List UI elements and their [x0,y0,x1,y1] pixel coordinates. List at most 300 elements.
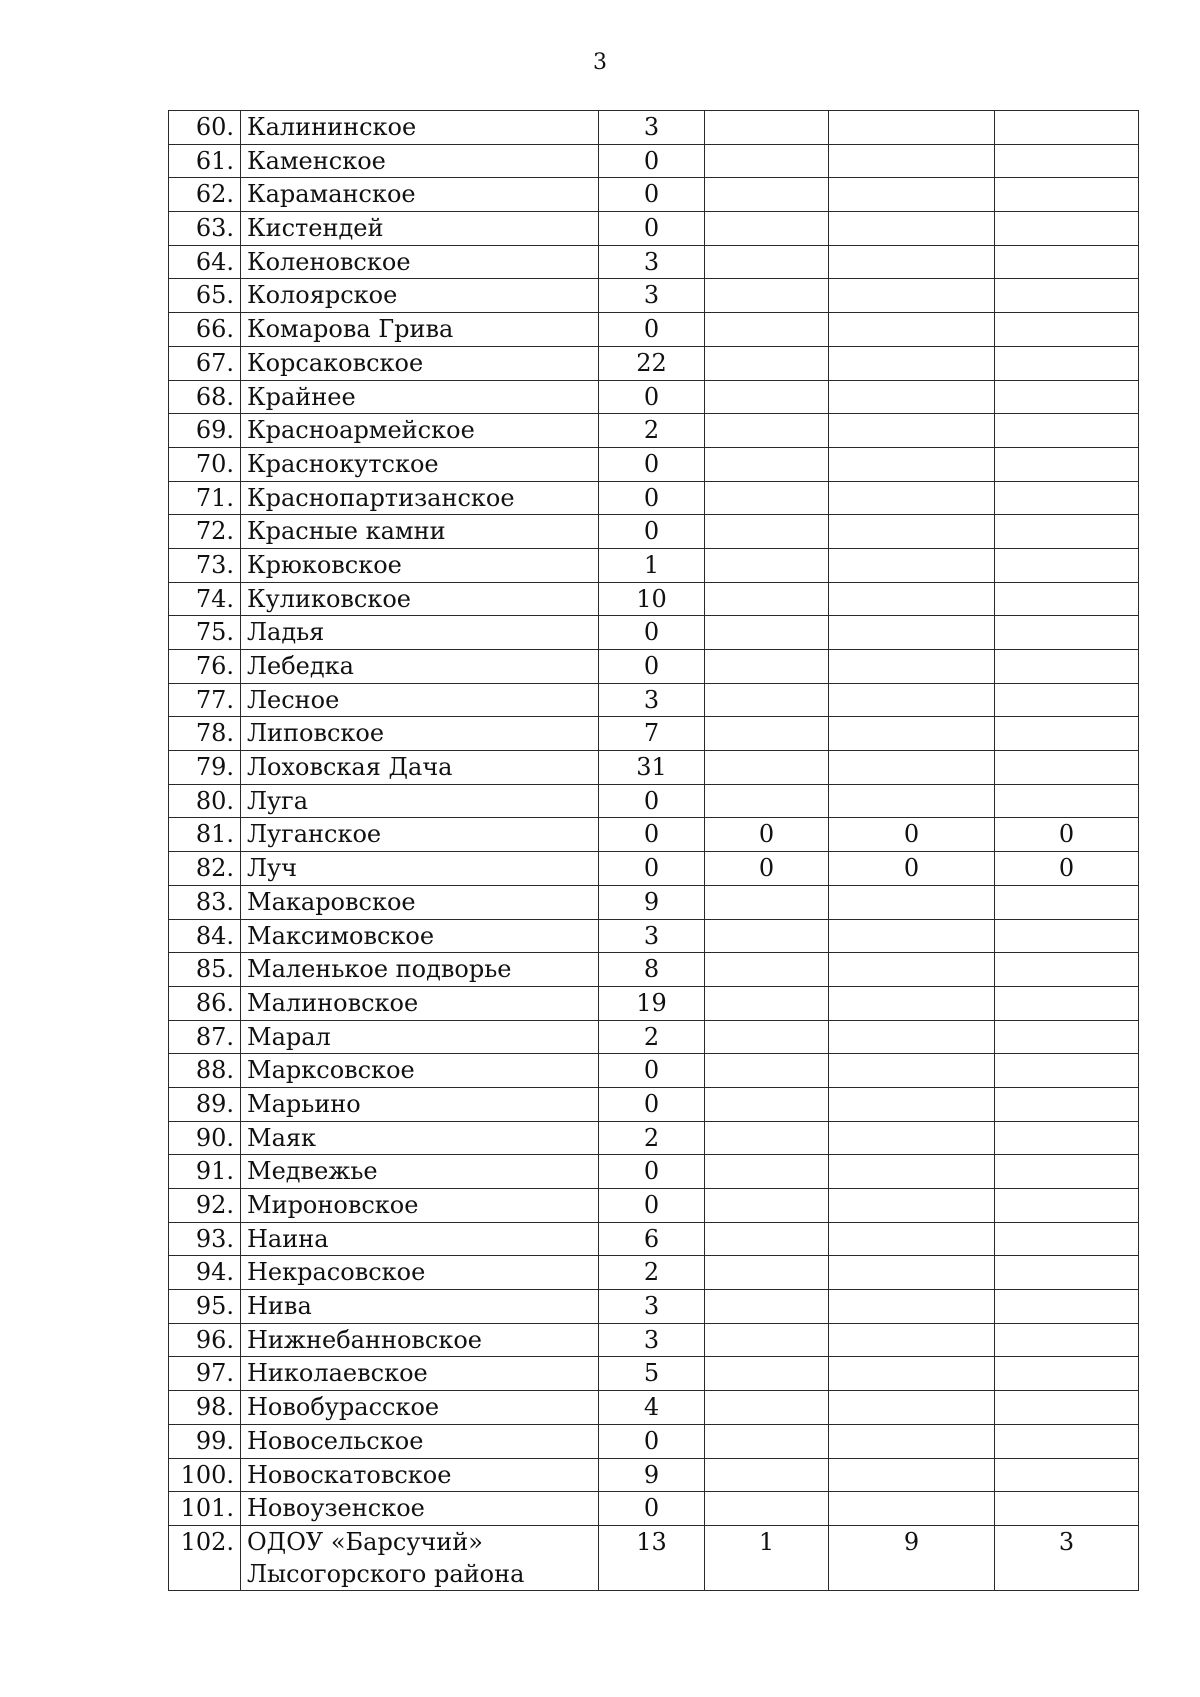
row-value-1: 10 [599,582,705,616]
table-row [169,784,1139,818]
table-row [169,885,1139,919]
row-value-4 [995,548,1139,582]
row-name: Новоузенское [241,1492,599,1526]
row-value-1: 0 [599,784,705,818]
row-value-4 [995,481,1139,515]
row-value-2 [705,1323,829,1357]
row-value-2 [705,380,829,414]
row-number: 87. [169,1020,241,1054]
row-number: 81. [169,818,241,852]
row-name: Марьино [241,1087,599,1121]
table-row [169,178,1139,212]
table-row [169,279,1139,313]
table-row [169,212,1139,246]
row-number: 74. [169,582,241,616]
row-value-3 [829,1020,995,1054]
row-name: Марксовское [241,1054,599,1088]
row-value-3 [829,1458,995,1492]
row-value-2 [705,919,829,953]
table-row [169,1256,1139,1290]
row-value-3 [829,683,995,717]
row-value-3 [829,1323,995,1357]
row-value-2 [705,1121,829,1155]
row-name: Лесное [241,683,599,717]
row-value-2 [705,1256,829,1290]
table-row-last [169,1525,1139,1590]
row-number: 63. [169,212,241,246]
row-name: Лоховская Дача [241,751,599,785]
row-value-1: 9 [599,1458,705,1492]
table-row [169,582,1139,616]
row-value-2 [705,582,829,616]
table-row [169,1087,1139,1121]
row-name: Комарова Грива [241,313,599,347]
row-name: Крайнее [241,380,599,414]
row-value-1: 8 [599,953,705,987]
row-value-3 [829,1492,995,1526]
row-value-1: 2 [599,414,705,448]
row-number: 69. [169,414,241,448]
row-value-3: 9 [829,1525,995,1590]
row-value-3 [829,1424,995,1458]
row-value-2 [705,548,829,582]
table-row [169,1391,1139,1425]
row-value-4 [995,111,1139,145]
table-row [169,751,1139,785]
row-name: Краснопартизанское [241,481,599,515]
row-value-2 [705,784,829,818]
row-value-2 [705,1054,829,1088]
table-row [169,481,1139,515]
row-value-2 [705,1020,829,1054]
row-value-2 [705,683,829,717]
row-value-2 [705,1357,829,1391]
row-number: 95. [169,1290,241,1324]
row-value-3 [829,1290,995,1324]
row-value-2 [705,414,829,448]
row-value-4 [995,953,1139,987]
row-value-4 [995,885,1139,919]
row-name-line2: Лысогорского района [247,1559,525,1588]
row-value-4 [995,178,1139,212]
row-number: 93. [169,1222,241,1256]
table-row [169,414,1139,448]
row-name: Макаровское [241,885,599,919]
row-value-2 [705,279,829,313]
row-value-4 [995,616,1139,650]
row-value-2 [705,986,829,1020]
row-value-4 [995,380,1139,414]
row-number: 84. [169,919,241,953]
row-value-4 [995,582,1139,616]
row-value-2 [705,515,829,549]
row-value-1: 0 [599,1054,705,1088]
row-value-1: 1 [599,548,705,582]
row-value-1: 0 [599,1087,705,1121]
table-row [169,986,1139,1020]
row-name: Некрасовское [241,1256,599,1290]
row-name: Куликовское [241,582,599,616]
row-name: Липовское [241,717,599,751]
row-value-4 [995,1323,1139,1357]
row-value-1: 0 [599,616,705,650]
row-number: 97. [169,1357,241,1391]
row-name: Марал [241,1020,599,1054]
row-name: Мироновское [241,1189,599,1223]
row-number: 79. [169,751,241,785]
row-value-1: 3 [599,919,705,953]
row-value-3 [829,1121,995,1155]
row-value-4 [995,212,1139,246]
page-number: 3 [593,50,607,75]
row-value-3 [829,515,995,549]
row-value-1: 0 [599,1492,705,1526]
row-value-2 [705,1290,829,1324]
row-value-4 [995,784,1139,818]
row-name: Краснокутское [241,447,599,481]
row-value-2 [705,1458,829,1492]
row-value-3 [829,616,995,650]
row-value-4 [995,1087,1139,1121]
row-number: 65. [169,279,241,313]
row-value-1: 13 [599,1525,705,1590]
row-value-4 [995,683,1139,717]
row-value-4 [995,717,1139,751]
table-row [169,1189,1139,1223]
row-number: 78. [169,717,241,751]
row-value-1: 0 [599,650,705,684]
row-value-1: 3 [599,683,705,717]
row-value-3 [829,1222,995,1256]
row-value-1: 22 [599,346,705,380]
row-value-3 [829,380,995,414]
row-value-2 [705,1222,829,1256]
row-number: 66. [169,313,241,347]
row-value-4 [995,1020,1139,1054]
row-number: 100. [169,1458,241,1492]
row-value-3 [829,1357,995,1391]
row-value-1: 0 [599,818,705,852]
row-number: 91. [169,1155,241,1189]
table-row [169,1121,1139,1155]
row-number: 75. [169,616,241,650]
row-value-4 [995,515,1139,549]
row-number: 101. [169,1492,241,1526]
row-value-1: 3 [599,111,705,145]
row-value-1: 31 [599,751,705,785]
row-value-4 [995,414,1139,448]
row-name: Наина [241,1222,599,1256]
row-value-1: 0 [599,515,705,549]
row-name: Кистендей [241,212,599,246]
table-row [169,515,1139,549]
row-value-2 [705,751,829,785]
row-value-1: 9 [599,885,705,919]
row-name: Колоярское [241,279,599,313]
table-row [169,1290,1139,1324]
row-name: Калининское [241,111,599,145]
row-value-2 [705,650,829,684]
row-number: 88. [169,1054,241,1088]
row-value-3 [829,784,995,818]
row-value-1: 0 [599,380,705,414]
row-name: Ладья [241,616,599,650]
table-row [169,313,1139,347]
row-value-4 [995,1222,1139,1256]
row-value-1: 2 [599,1121,705,1155]
row-value-2 [705,313,829,347]
row-value-4 [995,751,1139,785]
row-number: 76. [169,650,241,684]
row-number: 70. [169,447,241,481]
row-name: Медвежье [241,1155,599,1189]
row-value-1: 0 [599,1189,705,1223]
table-row [169,1155,1139,1189]
row-value-2: 0 [705,852,829,886]
row-number: 102. [169,1525,241,1590]
row-value-3 [829,1087,995,1121]
row-number: 85. [169,953,241,987]
row-number: 83. [169,885,241,919]
row-value-1: 7 [599,717,705,751]
row-value-1: 4 [599,1391,705,1425]
row-value-2 [705,111,829,145]
row-value-2 [705,1492,829,1526]
row-name: Маяк [241,1121,599,1155]
row-number: 73. [169,548,241,582]
row-value-2 [705,953,829,987]
row-value-3 [829,144,995,178]
row-value-3 [829,548,995,582]
row-name: Нижнебанновское [241,1323,599,1357]
row-value-2 [705,1155,829,1189]
row-name: Максимовское [241,919,599,953]
row-value-2 [705,1391,829,1425]
row-value-1: 19 [599,986,705,1020]
row-value-3 [829,481,995,515]
row-value-4 [995,919,1139,953]
table-row [169,1054,1139,1088]
row-name [241,1525,599,1590]
table-row [169,616,1139,650]
row-name: Крюковское [241,548,599,582]
row-value-3 [829,1256,995,1290]
table-row [169,1492,1139,1526]
table-row [169,447,1139,481]
row-value-1: 2 [599,1256,705,1290]
row-name-line1: ОДОУ «Барсучий» [247,1527,483,1556]
table-row [169,852,1139,886]
table-row [169,919,1139,953]
table-row [169,1222,1139,1256]
row-value-4 [995,1155,1139,1189]
row-value-3 [829,1391,995,1425]
row-name: Луч [241,852,599,886]
row-value-3 [829,111,995,145]
table-row [169,245,1139,279]
row-value-4: 0 [995,818,1139,852]
row-number: 68. [169,380,241,414]
row-value-1: 3 [599,245,705,279]
row-name: Луганское [241,818,599,852]
row-number: 67. [169,346,241,380]
row-value-1: 0 [599,1424,705,1458]
row-number: 72. [169,515,241,549]
row-value-3 [829,885,995,919]
row-name: Новосельское [241,1424,599,1458]
row-value-3 [829,313,995,347]
row-value-3 [829,245,995,279]
row-value-2 [705,144,829,178]
row-value-3 [829,346,995,380]
row-value-3 [829,953,995,987]
table-row [169,1020,1139,1054]
row-value-3: 0 [829,852,995,886]
row-value-1: 0 [599,852,705,886]
row-number: 60. [169,111,241,145]
row-value-1: 2 [599,1020,705,1054]
row-value-3 [829,279,995,313]
row-value-3 [829,919,995,953]
row-value-2 [705,346,829,380]
row-value-4: 3 [995,1525,1139,1590]
row-name: Каменское [241,144,599,178]
row-name: Маленькое подворье [241,953,599,987]
row-value-2 [705,1087,829,1121]
row-number: 99. [169,1424,241,1458]
row-value-2 [705,178,829,212]
row-value-1: 0 [599,313,705,347]
row-value-1: 0 [599,447,705,481]
row-name: Караманское [241,178,599,212]
row-name: Малиновское [241,986,599,1020]
row-number: 90. [169,1121,241,1155]
row-name: Красноармейское [241,414,599,448]
row-number: 64. [169,245,241,279]
row-value-4 [995,1290,1139,1324]
row-value-1: 6 [599,1222,705,1256]
row-value-3 [829,582,995,616]
row-number: 94. [169,1256,241,1290]
table-body [169,111,1139,1591]
row-number: 82. [169,852,241,886]
row-value-3 [829,986,995,1020]
row-value-3 [829,1155,995,1189]
table-row [169,1424,1139,1458]
row-value-1: 3 [599,1290,705,1324]
row-value-1: 0 [599,144,705,178]
row-value-4 [995,1357,1139,1391]
row-value-4 [995,1256,1139,1290]
row-value-2 [705,245,829,279]
table-row [169,717,1139,751]
row-value-1: 3 [599,279,705,313]
row-value-3 [829,212,995,246]
row-name: Новобурасское [241,1391,599,1425]
row-value-2 [705,1424,829,1458]
row-value-4 [995,1121,1139,1155]
row-value-3 [829,751,995,785]
row-number: 98. [169,1391,241,1425]
row-value-4 [995,1391,1139,1425]
row-value-4 [995,1424,1139,1458]
row-value-4 [995,313,1139,347]
row-value-3 [829,414,995,448]
row-value-3: 0 [829,818,995,852]
row-value-4 [995,1054,1139,1088]
row-value-4 [995,245,1139,279]
row-value-3 [829,447,995,481]
row-value-2 [705,481,829,515]
table-row [169,953,1139,987]
row-name: Николаевское [241,1357,599,1391]
row-number: 92. [169,1189,241,1223]
row-number: 61. [169,144,241,178]
table-row [169,1458,1139,1492]
row-value-2 [705,1189,829,1223]
row-name: Новоскатовское [241,1458,599,1492]
row-name: Луга [241,784,599,818]
row-value-3 [829,650,995,684]
row-value-2 [705,885,829,919]
row-number: 96. [169,1323,241,1357]
row-number: 71. [169,481,241,515]
row-value-4: 0 [995,852,1139,886]
table-row [169,548,1139,582]
data-table [168,110,1139,1591]
row-value-4 [995,279,1139,313]
row-value-4 [995,144,1139,178]
row-value-2: 1 [705,1525,829,1590]
row-value-4 [995,447,1139,481]
row-value-2 [705,616,829,650]
row-value-1: 5 [599,1357,705,1391]
row-value-3 [829,178,995,212]
row-value-2 [705,717,829,751]
table-row [169,1323,1139,1357]
row-value-4 [995,1458,1139,1492]
table-row [169,144,1139,178]
row-value-1: 0 [599,1155,705,1189]
row-value-4 [995,346,1139,380]
table-row [169,1357,1139,1391]
row-number: 80. [169,784,241,818]
row-name: Красные камни [241,515,599,549]
row-name: Лебедка [241,650,599,684]
table-row [169,818,1139,852]
row-value-4 [995,986,1139,1020]
table-row [169,111,1139,145]
table-row [169,650,1139,684]
row-value-2 [705,447,829,481]
table-row [169,683,1139,717]
row-value-1: 0 [599,212,705,246]
row-name: Коленовское [241,245,599,279]
row-value-3 [829,717,995,751]
row-name: Нива [241,1290,599,1324]
row-number: 89. [169,1087,241,1121]
row-value-3 [829,1054,995,1088]
row-value-2 [705,212,829,246]
row-value-4 [995,650,1139,684]
row-number: 86. [169,986,241,1020]
row-value-4 [995,1189,1139,1223]
row-name: Корсаковское [241,346,599,380]
row-value-2: 0 [705,818,829,852]
row-value-3 [829,1189,995,1223]
row-value-1: 0 [599,481,705,515]
row-value-4 [995,1492,1139,1526]
